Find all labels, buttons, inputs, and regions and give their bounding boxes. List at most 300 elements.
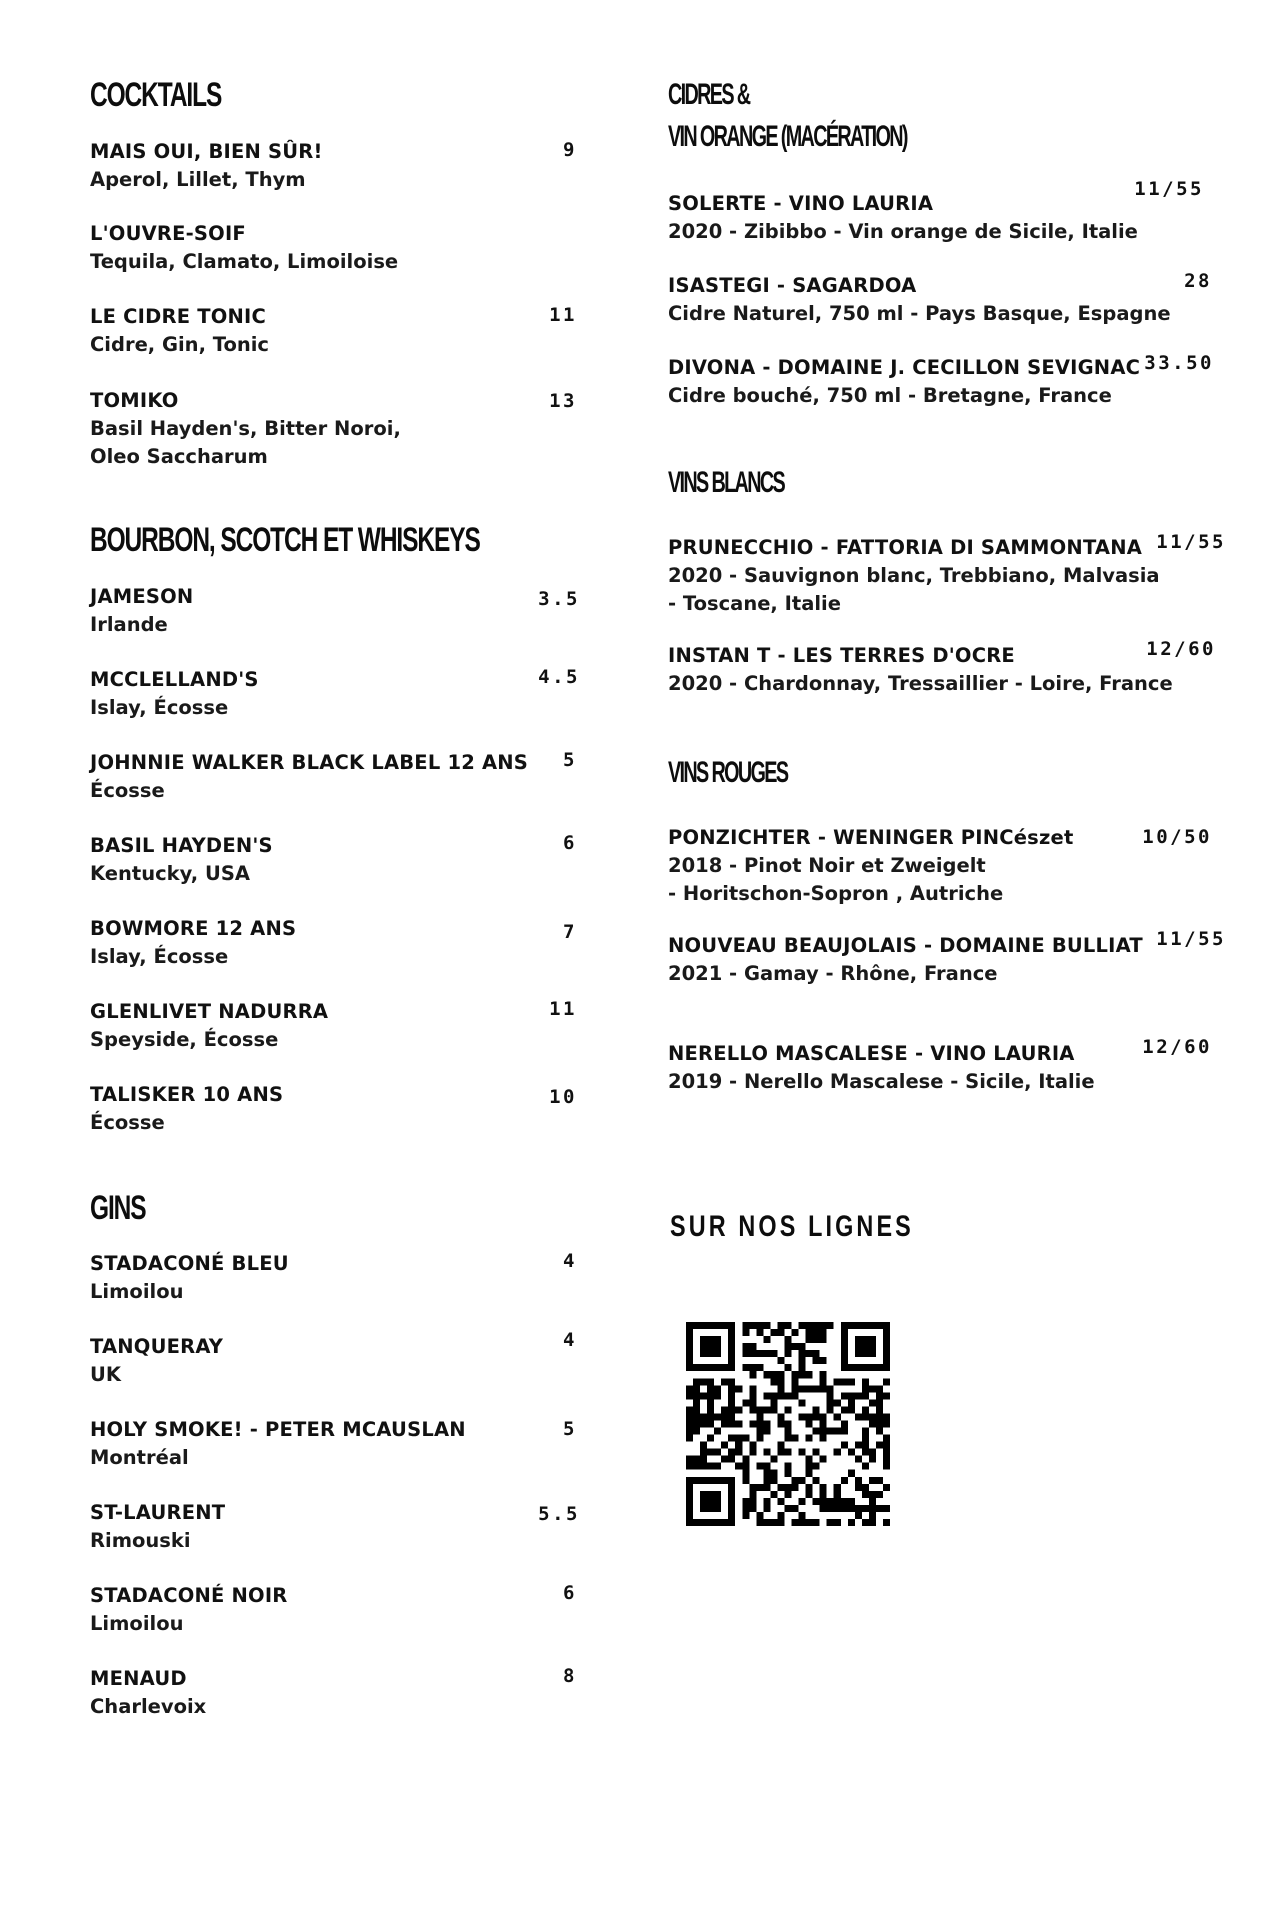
qr-module [820,1371,827,1378]
qr-module [813,1477,820,1484]
qr-module [763,1428,770,1435]
item-description-line2: - Horitschon-Sopron , Autriche [668,882,1004,905]
qr-module [862,1435,869,1442]
qr-module [792,1519,799,1526]
qr-module [799,1512,806,1519]
item-name: PRUNECCHIO - FATTORIA DI SAMMONTANA [668,536,1143,559]
qr-module [876,1406,883,1413]
qr-module [749,1442,756,1449]
qr-module [784,1484,791,1491]
qr-module [883,1357,890,1364]
qr-code-icon[interactable] [686,1322,890,1526]
qr-module [813,1329,820,1336]
menu-item [668,531,1226,618]
qr-module [742,1470,749,1477]
qr-module [777,1420,784,1427]
qr-module [883,1420,890,1427]
qr-module [749,1322,756,1329]
menu-item [90,303,580,359]
qr-module [841,1392,848,1399]
qr-module [841,1406,848,1413]
qr-module [869,1519,876,1526]
qr-module [707,1350,714,1357]
qr-module [700,1336,707,1343]
qr-module [820,1498,827,1505]
qr-module [862,1350,869,1357]
qr-module [841,1343,848,1350]
qr-module [707,1322,714,1329]
qr-module [686,1456,693,1463]
qr-module [792,1392,799,1399]
qr-module [841,1428,848,1435]
qr-module [686,1428,693,1435]
qr-module [721,1406,728,1413]
qr-module [799,1498,806,1505]
qr-module [806,1329,813,1336]
qr-module [735,1449,742,1456]
qr-module [848,1406,855,1413]
qr-module [749,1385,756,1392]
qr-module [693,1364,700,1371]
qr-module [693,1519,700,1526]
section-title-cidres-line2: VIN ORANGE (MACÉRATION) [668,120,907,153]
qr-module [714,1491,721,1498]
item-description: Basil Hayden's, Bitter Noroi, [90,417,401,440]
qr-module [707,1420,714,1427]
qr-module [756,1329,763,1336]
qr-module [862,1336,869,1343]
qr-module [869,1413,876,1420]
qr-module [869,1512,876,1519]
qr-module [876,1322,883,1329]
qr-module [841,1442,848,1449]
qr-module [693,1428,700,1435]
qr-module [806,1484,813,1491]
qr-module [820,1357,827,1364]
qr-module [848,1519,855,1526]
qr-module [813,1322,820,1329]
qr-module [799,1322,806,1329]
qr-module [686,1463,693,1470]
item-description: 2020 - Sauvignon blanc, Trebbiano, Malvasia [668,564,1160,587]
qr-module [686,1357,693,1364]
qr-module [728,1343,735,1350]
qr-module [841,1350,848,1357]
qr-module [841,1364,848,1371]
qr-module [777,1449,784,1456]
qr-module [700,1343,707,1350]
qr-module [820,1456,827,1463]
qr-module [763,1336,770,1343]
qr-module [777,1385,784,1392]
menu-item [668,638,1216,698]
qr-module [855,1512,862,1519]
qr-module [827,1392,834,1399]
qr-module [883,1449,890,1456]
item-name: ISASTEGI - SAGARDOA [668,274,917,297]
qr-module [770,1456,777,1463]
qr-module [728,1435,735,1442]
qr-module [855,1336,862,1343]
qr-module [686,1420,693,1427]
qr-module [820,1491,827,1498]
qr-module [728,1519,735,1526]
qr-module [770,1399,777,1406]
qr-module [749,1371,756,1378]
qr-module [770,1491,777,1498]
qr-module [855,1343,862,1350]
qr-module [693,1385,700,1392]
qr-module [770,1350,777,1357]
qr-module [763,1519,770,1526]
qr-module [841,1498,848,1505]
qr-module [728,1385,735,1392]
qr-module [686,1343,693,1350]
qr-module [806,1435,813,1442]
qr-module [686,1322,693,1329]
qr-module [784,1435,791,1442]
qr-module [841,1329,848,1336]
qr-module [777,1484,784,1491]
qr-module [883,1336,890,1343]
section-title-cocktails: COCKTAILS [90,76,222,114]
qr-module [869,1364,876,1371]
qr-module [813,1357,820,1364]
qr-module [834,1498,841,1505]
item-price: 11 [549,304,577,326]
qr-module [735,1435,742,1442]
item-description: Aperol, Lillet, Thym [90,168,306,191]
qr-module [876,1364,883,1371]
qr-module [799,1519,806,1526]
qr-module [869,1399,876,1406]
section-title-gins: GINS [90,1189,146,1227]
qr-module [714,1343,721,1350]
qr-module [728,1322,735,1329]
qr-module [686,1329,693,1336]
qr-module [862,1442,869,1449]
item-description-line2: - Toscane, Italie [668,592,841,615]
section-title-vins-blancs: VINS BLANCS [668,466,785,499]
menu-item [90,915,580,971]
qr-module [841,1378,848,1385]
qr-module [834,1505,841,1512]
qr-module [763,1484,770,1491]
qr-module [820,1435,827,1442]
item-price: 6 [563,832,577,854]
qr-module [806,1385,813,1392]
qr-module [883,1463,890,1470]
qr-module [876,1428,883,1435]
qr-module [813,1350,820,1357]
qr-module [848,1378,855,1385]
item-description: Écosse [90,779,165,802]
qr-module [707,1505,714,1512]
item-name: L'OUVRE-SOIF [90,222,246,245]
qr-module [806,1336,813,1343]
qr-module [876,1477,883,1484]
qr-module [749,1505,756,1512]
qr-module [728,1406,735,1413]
qr-module [855,1442,862,1449]
qr-module [700,1378,707,1385]
qr-module [763,1371,770,1378]
item-price: 4.5 [538,666,580,688]
item-name: TOMIKO [90,389,179,412]
qr-module [756,1364,763,1371]
qr-module [834,1519,841,1526]
qr-module [714,1364,721,1371]
item-price: 3.5 [538,588,580,610]
item-name: SOLERTE - VINO LAURIA [668,192,934,215]
qr-module [862,1413,869,1420]
item-price: 11/55 [1134,178,1204,200]
qr-module [869,1505,876,1512]
qr-module [714,1428,721,1435]
qr-module [862,1343,869,1350]
qr-module [784,1350,791,1357]
qr-module [777,1322,784,1329]
qr-module [855,1413,862,1420]
qr-module [686,1350,693,1357]
menu-item [668,928,1226,988]
qr-module [777,1498,784,1505]
qr-module [763,1350,770,1357]
qr-module [707,1435,714,1442]
qr-module [883,1413,890,1420]
menu-item [90,583,580,639]
qr-module [784,1470,791,1477]
qr-module [869,1449,876,1456]
item-description: Kentucky, USA [90,862,250,885]
item-price: 5 [563,1418,577,1440]
qr-module [792,1435,799,1442]
qr-module [707,1477,714,1484]
qr-module [869,1350,876,1357]
qr-module [862,1364,869,1371]
qr-module [756,1463,763,1470]
qr-module [876,1385,883,1392]
item-description: Limoilou [90,1612,184,1635]
qr-module [883,1484,890,1491]
qr-module [756,1406,763,1413]
qr-module [883,1378,890,1385]
menu-item [90,1081,580,1137]
menu-item [668,824,1214,908]
qr-module [820,1385,827,1392]
qr-module [721,1322,728,1329]
qr-module [841,1477,848,1484]
qr-module [862,1484,869,1491]
section-title-vins-rouges: VINS ROUGES [668,756,788,789]
qr-module [883,1364,890,1371]
qr-module [820,1329,827,1336]
qr-module [707,1392,714,1399]
qr-module [728,1484,735,1491]
qr-module [777,1392,784,1399]
qr-module [728,1449,735,1456]
qr-module [869,1456,876,1463]
qr-module [721,1413,728,1420]
qr-module [714,1449,721,1456]
qr-module [770,1329,777,1336]
item-name: TANQUERAY [90,1335,224,1358]
qr-module [693,1413,700,1420]
qr-module [714,1350,721,1357]
qr-module [883,1350,890,1357]
qr-module [876,1505,883,1512]
qr-module [883,1505,890,1512]
qr-module [749,1491,756,1498]
item-price: 9 [563,139,577,161]
qr-module [707,1406,714,1413]
qr-module [735,1463,742,1470]
qr-module [883,1519,890,1526]
qr-module [777,1371,784,1378]
qr-module [707,1364,714,1371]
qr-module [735,1385,742,1392]
qr-module [806,1371,813,1378]
qr-module [827,1385,834,1392]
qr-module [756,1512,763,1519]
qr-module [813,1413,820,1420]
qr-module [763,1406,770,1413]
qr-module [686,1498,693,1505]
qr-module [855,1484,862,1491]
qr-module [799,1350,806,1357]
qr-module [735,1420,742,1427]
qr-module [700,1491,707,1498]
qr-module [855,1505,862,1512]
qr-module [869,1477,876,1484]
menu-item [668,178,1214,246]
qr-module [693,1420,700,1427]
qr-module [799,1371,806,1378]
qr-module [742,1435,749,1442]
qr-module [813,1385,820,1392]
qr-module [721,1456,728,1463]
item-name: INSTAN T - LES TERRES D'OCRE [668,644,1015,667]
qr-module [721,1442,728,1449]
qr-module [728,1413,735,1420]
qr-module [862,1385,869,1392]
qr-module [806,1420,813,1427]
qr-module [862,1428,869,1435]
item-price: 7 [563,921,577,943]
qr-module [883,1329,890,1336]
qr-module [749,1399,756,1406]
qr-module [813,1428,820,1435]
qr-module [749,1406,756,1413]
item-price: 5 [563,749,577,771]
qr-module [742,1329,749,1336]
qr-module [820,1428,827,1435]
qr-module [876,1392,883,1399]
menu-item [668,272,1214,328]
qr-module [714,1322,721,1329]
qr-module [728,1491,735,1498]
qr-module [700,1413,707,1420]
item-description: Rimouski [90,1529,191,1552]
qr-module [827,1399,834,1406]
qr-module [820,1336,827,1343]
item-name: BASIL HAYDEN'S [90,834,273,857]
qr-module [848,1470,855,1477]
item-description: Cidre Naturel, 750 ml - Pays Basque, Espagne [668,302,1171,325]
qr-module [700,1392,707,1399]
item-price: 11/55 [1156,928,1226,950]
qr-module [700,1420,707,1427]
qr-module [792,1505,799,1512]
qr-module [806,1463,813,1470]
qr-module [707,1498,714,1505]
qr-module [686,1413,693,1420]
item-price: 4 [563,1250,577,1272]
qr-module [799,1364,806,1371]
qr-module [686,1392,693,1399]
item-description-line2: Oleo Saccharum [90,445,268,468]
item-price: 33.50 [1144,352,1214,374]
qr-module [813,1406,820,1413]
qr-module [876,1413,883,1420]
qr-module [700,1449,707,1456]
qr-module [792,1371,799,1378]
item-name: LE CIDRE TONIC [90,305,266,328]
qr-module [777,1357,784,1364]
qr-module [855,1392,862,1399]
item-description: 2018 - Pinot Noir et Zweigelt [668,854,986,877]
qr-module [721,1378,728,1385]
qr-module [813,1498,820,1505]
qr-module [700,1505,707,1512]
qr-module [777,1378,784,1385]
qr-module [749,1364,756,1371]
item-description: Cidre, Gin, Tonic [90,333,269,356]
item-name: TALISKER 10 ANS [90,1083,284,1106]
qr-module [799,1357,806,1364]
qr-module [686,1364,693,1371]
qr-module [834,1491,841,1498]
qr-module [792,1378,799,1385]
qr-module [721,1420,728,1427]
qr-module [693,1392,700,1399]
qr-module [707,1399,714,1406]
qr-module [749,1498,756,1505]
qr-module [721,1364,728,1371]
menu-item [90,1416,580,1472]
item-name: MCCLELLAND'S [90,668,259,691]
item-name: JOHNNIE WALKER BLACK LABEL 12 ANS [90,751,529,774]
item-description: 2019 - Nerello Mascalese - Sicile, Italie [668,1070,1095,1093]
item-name: HOLY SMOKE! - PETER MCAUSLAN [90,1418,466,1441]
qr-module [827,1505,834,1512]
item-description: Speyside, Écosse [90,1028,279,1051]
qr-module [862,1463,869,1470]
item-description: Montréal [90,1446,189,1469]
qr-module [806,1470,813,1477]
qr-module [834,1484,841,1491]
qr-module [806,1456,813,1463]
qr-module [756,1428,763,1435]
qr-module [820,1322,827,1329]
item-name: GLENLIVET NADURRA [90,1000,329,1023]
qr-module [763,1463,770,1470]
qr-module [700,1364,707,1371]
qr-module [693,1477,700,1484]
qr-module [693,1378,700,1385]
qr-module [728,1357,735,1364]
menu-item [668,354,1214,410]
